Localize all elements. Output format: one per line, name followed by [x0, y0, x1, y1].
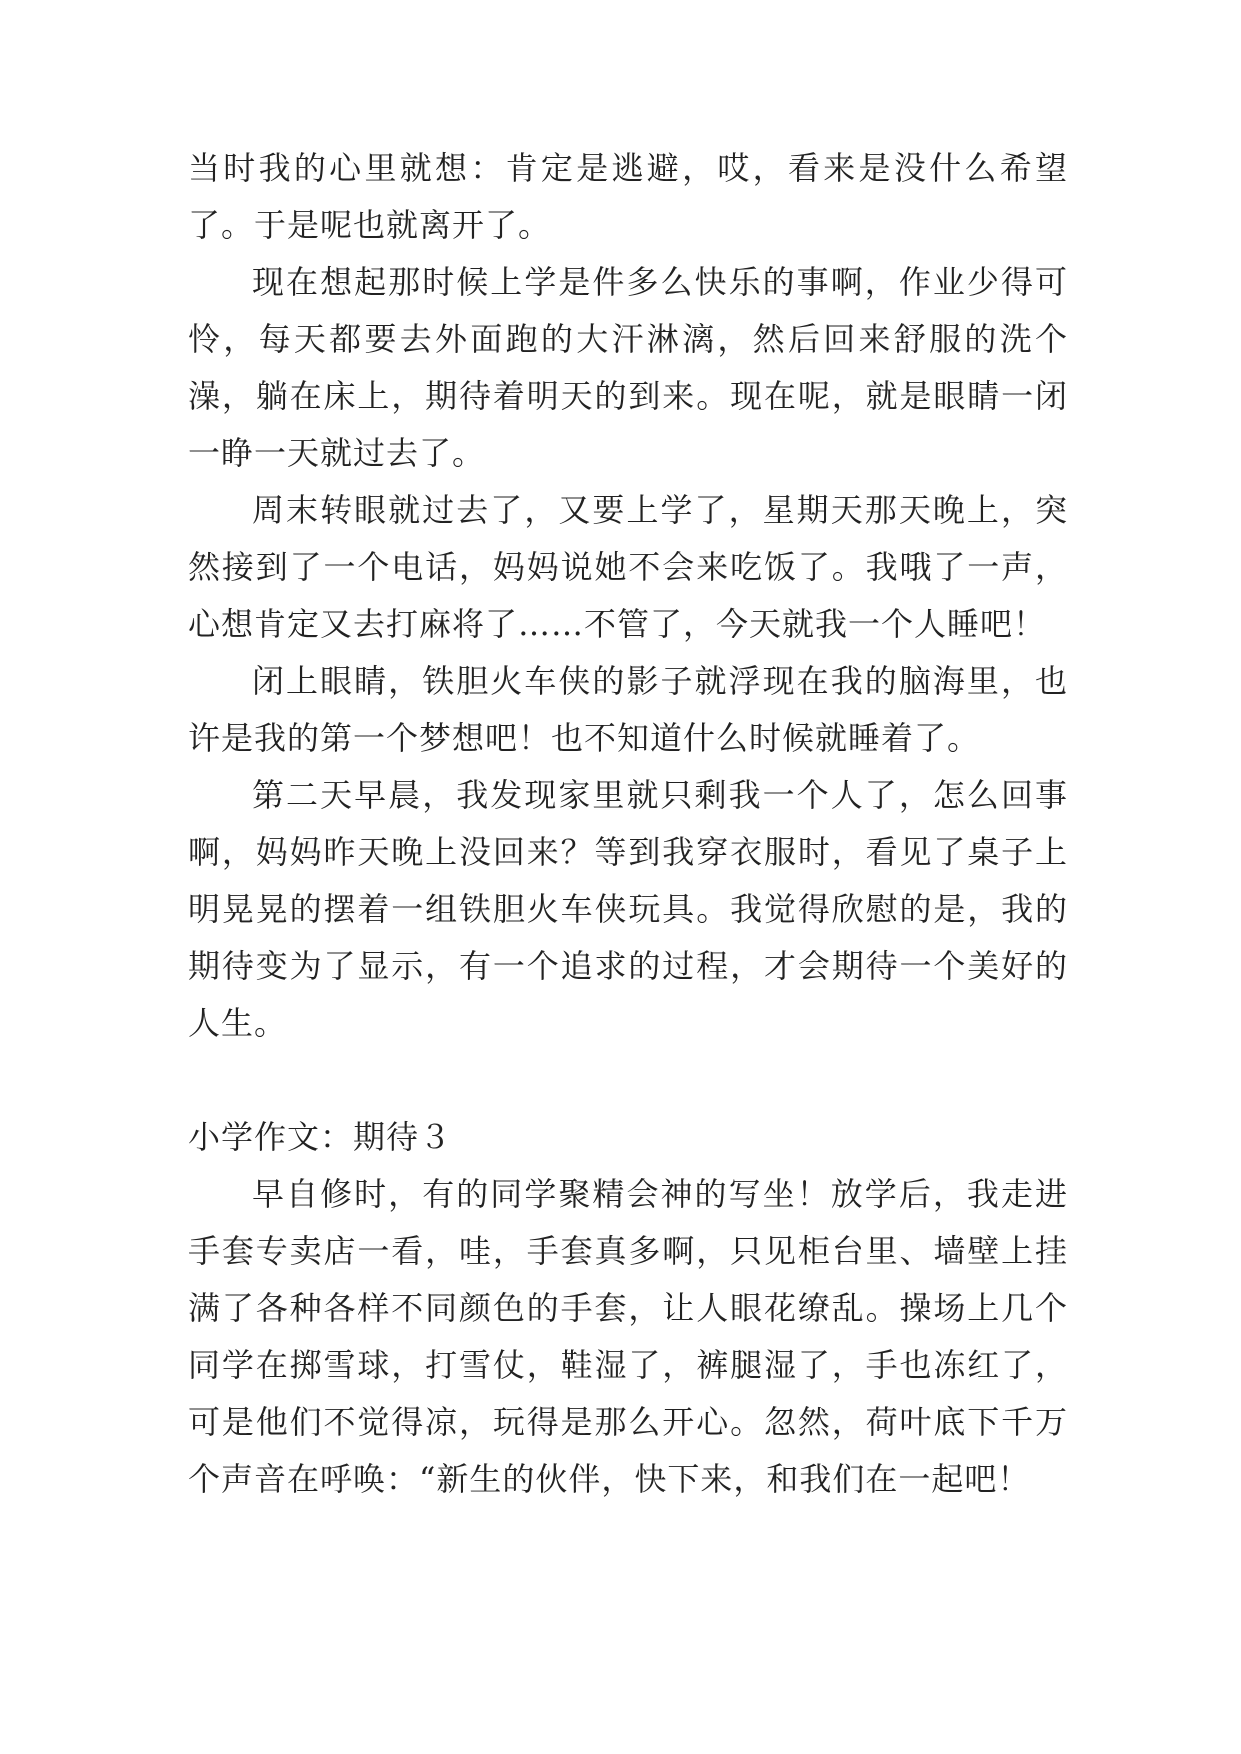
paragraph: 现在想起那时候上学是件多么快乐的事啊，作业少得可怜，每天都要去外面跑的大汗淋漓，然后回来舒服的洗个澡，躺在床上，期待着明天的到来。现在呢，就是眼睛一闭一睁一天就过去了。 [188, 263, 1068, 472]
paragraph: 早自修时，有的同学聚精会神的写坐！放学后，我走进手套专卖店一看，哇，手套真多啊，只见柜台里、墙壁上挂满了各种各样不同颜色的手套，让人眼花缭乱。操场上几个同学在掷雪球，打雪仗，鞋湿了，裤腿湿了，手也冻红了，可是他们不觉得凉，玩得是那么开心。忽然，荷叶底下千万个声音在呼唤：“新生的伙伴，快下来，和我们在一起吧！ [188, 1175, 1068, 1498]
paragraph: 第二天早晨，我发现家里就只剩我一个人了，怎么回事啊，妈妈昨天晚上没回来？等到我穿衣服时，看见了桌子上明晃晃的摆着一组铁胆火车侠玩具。我觉得欣慰的是，我的期待变为了显示，有一个追求的过程，才会期待一个美好的人生。 [188, 776, 1068, 1042]
paragraph-continuation: 当时我的心里就想：肯定是逃避，哎，看来是没什么希望了。于是呢也就离开了。 [188, 149, 1068, 244]
paragraph: 闭上眼睛，铁胆火车侠的影子就浮现在我的脑海里，也许是我的第一个梦想吧！也不知道什么时候就睡着了。 [188, 662, 1068, 757]
section-title: 小学作文：期待３ [188, 1118, 453, 1156]
document-body [188, 140, 1068, 1508]
paragraph: 周末转眼就过去了，又要上学了，星期天那天晚上，突然接到了一个电话，妈妈说她不会来吃饭了。我哦了一声，心想肯定又去打麻将了……不管了，今天就我一个人睡吧！ [188, 491, 1068, 643]
